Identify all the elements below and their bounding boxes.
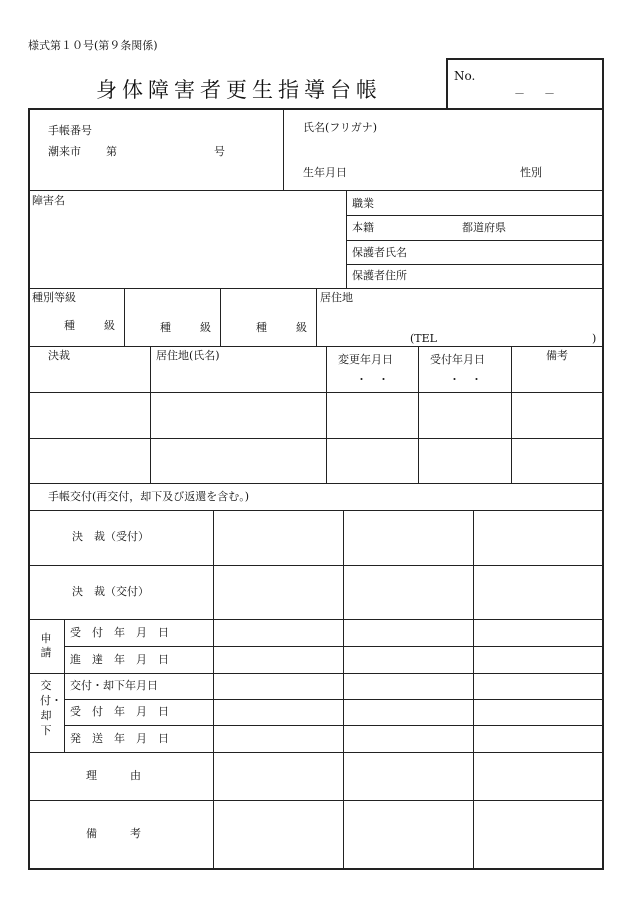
kyu-3: 級 — [296, 321, 307, 334]
henko-dots: ・ ・ — [356, 373, 389, 386]
shu-3: 種 — [256, 321, 267, 334]
no-value: － － — [514, 87, 559, 100]
kessai-col-header: 決裁 — [48, 349, 70, 362]
divider — [346, 240, 603, 241]
shu-1: 種 — [64, 319, 75, 332]
divider — [220, 288, 221, 346]
divider — [283, 108, 284, 190]
shubetsu-tokyu-label: 種別等級 — [32, 291, 76, 304]
no-label: No. — [454, 69, 476, 83]
uketsuke-header: 受付年月日 — [430, 353, 485, 366]
tel-close: ) — [592, 332, 597, 345]
divider — [124, 288, 125, 346]
divider — [64, 619, 65, 752]
biko-bottom-label: 備 考 — [86, 827, 141, 840]
kessai-kofu-label: 決 裁（交付） — [72, 585, 149, 598]
form-number: 様式第１０号(第９条関係) — [28, 39, 158, 52]
shintatsu-label: 進 達 年 月 日 — [70, 653, 169, 666]
no-box-top — [446, 58, 603, 60]
kyu-1: 級 — [104, 319, 115, 332]
divider — [343, 510, 344, 868]
shokugyo-label: 職業 — [352, 197, 374, 210]
go-label: 号 — [214, 145, 225, 158]
divider — [473, 510, 474, 868]
divider — [316, 288, 317, 346]
divider — [28, 800, 603, 801]
uketsuke-dots: ・ ・ — [449, 373, 482, 386]
shinsei-group-label: 申請 — [40, 632, 52, 659]
divider — [418, 346, 419, 483]
divider — [64, 725, 603, 726]
divider — [28, 673, 603, 674]
page-title: 身体障害者更生指導台帳 — [96, 78, 382, 102]
divider — [28, 346, 603, 347]
seibetsu-label: 性別 — [520, 166, 542, 179]
seinengappi-label: 生年月日 — [303, 166, 347, 179]
kyojuchi-shimei-header: 居住地(氏名) — [156, 349, 220, 362]
henko-header: 変更年月日 — [338, 353, 393, 366]
haso-label: 発 送 年 月 日 — [70, 732, 169, 745]
divider — [64, 699, 603, 700]
shu-2: 種 — [160, 321, 171, 334]
dai-label: 第 — [106, 145, 117, 158]
divider — [346, 264, 603, 265]
city-label: 潮来市 — [48, 145, 81, 158]
divider — [28, 510, 603, 511]
divider — [28, 619, 603, 620]
divider — [28, 565, 603, 566]
divider — [28, 483, 603, 484]
kyojuchi-label: 居住地 — [320, 291, 353, 304]
honseki-label: 本籍 — [352, 221, 374, 234]
techo-bango-label: 手帳番号 — [48, 124, 92, 137]
frame-top — [28, 108, 603, 110]
divider — [64, 646, 603, 647]
frame-right — [602, 58, 604, 868]
shinsei-uketsuke-label: 受 付 年 月 日 — [70, 626, 169, 639]
divider — [28, 190, 603, 191]
divider — [346, 190, 347, 288]
riyu-label: 理 由 — [86, 769, 141, 782]
kessai-uketsuke-label: 決 裁（受付） — [72, 530, 149, 543]
kofu-kyakka-ymd-label: 交付・却下年月日 — [70, 679, 158, 692]
issuance-header: 手帳交付(再交付，却下及び返還を含む。) — [48, 490, 250, 503]
divider — [326, 346, 327, 483]
divider — [346, 215, 603, 216]
hogosha-jusho-label: 保護者住所 — [352, 269, 407, 282]
tel-label: (TEL — [410, 332, 437, 345]
divider — [150, 346, 151, 483]
divider — [511, 346, 512, 483]
divider — [28, 392, 603, 393]
todofuken-label: 都道府県 — [462, 221, 506, 234]
shogaimei-label: 障害名 — [32, 194, 65, 207]
frame-bottom — [28, 868, 604, 870]
frame-left — [28, 108, 30, 868]
divider — [213, 510, 214, 868]
biko-header: 備考 — [546, 349, 568, 362]
hogosha-shimei-label: 保護者氏名 — [352, 246, 407, 259]
no-box-left — [446, 58, 448, 108]
divider — [28, 752, 603, 753]
kyu-2: 級 — [200, 321, 211, 334]
shimei-label: 氏名(フリガナ) — [303, 121, 378, 134]
kofu-kyakka-group-label: 交付・却下 — [40, 679, 62, 737]
divider — [28, 438, 603, 439]
kofu-uketsuke-label: 受 付 年 月 日 — [70, 705, 169, 718]
